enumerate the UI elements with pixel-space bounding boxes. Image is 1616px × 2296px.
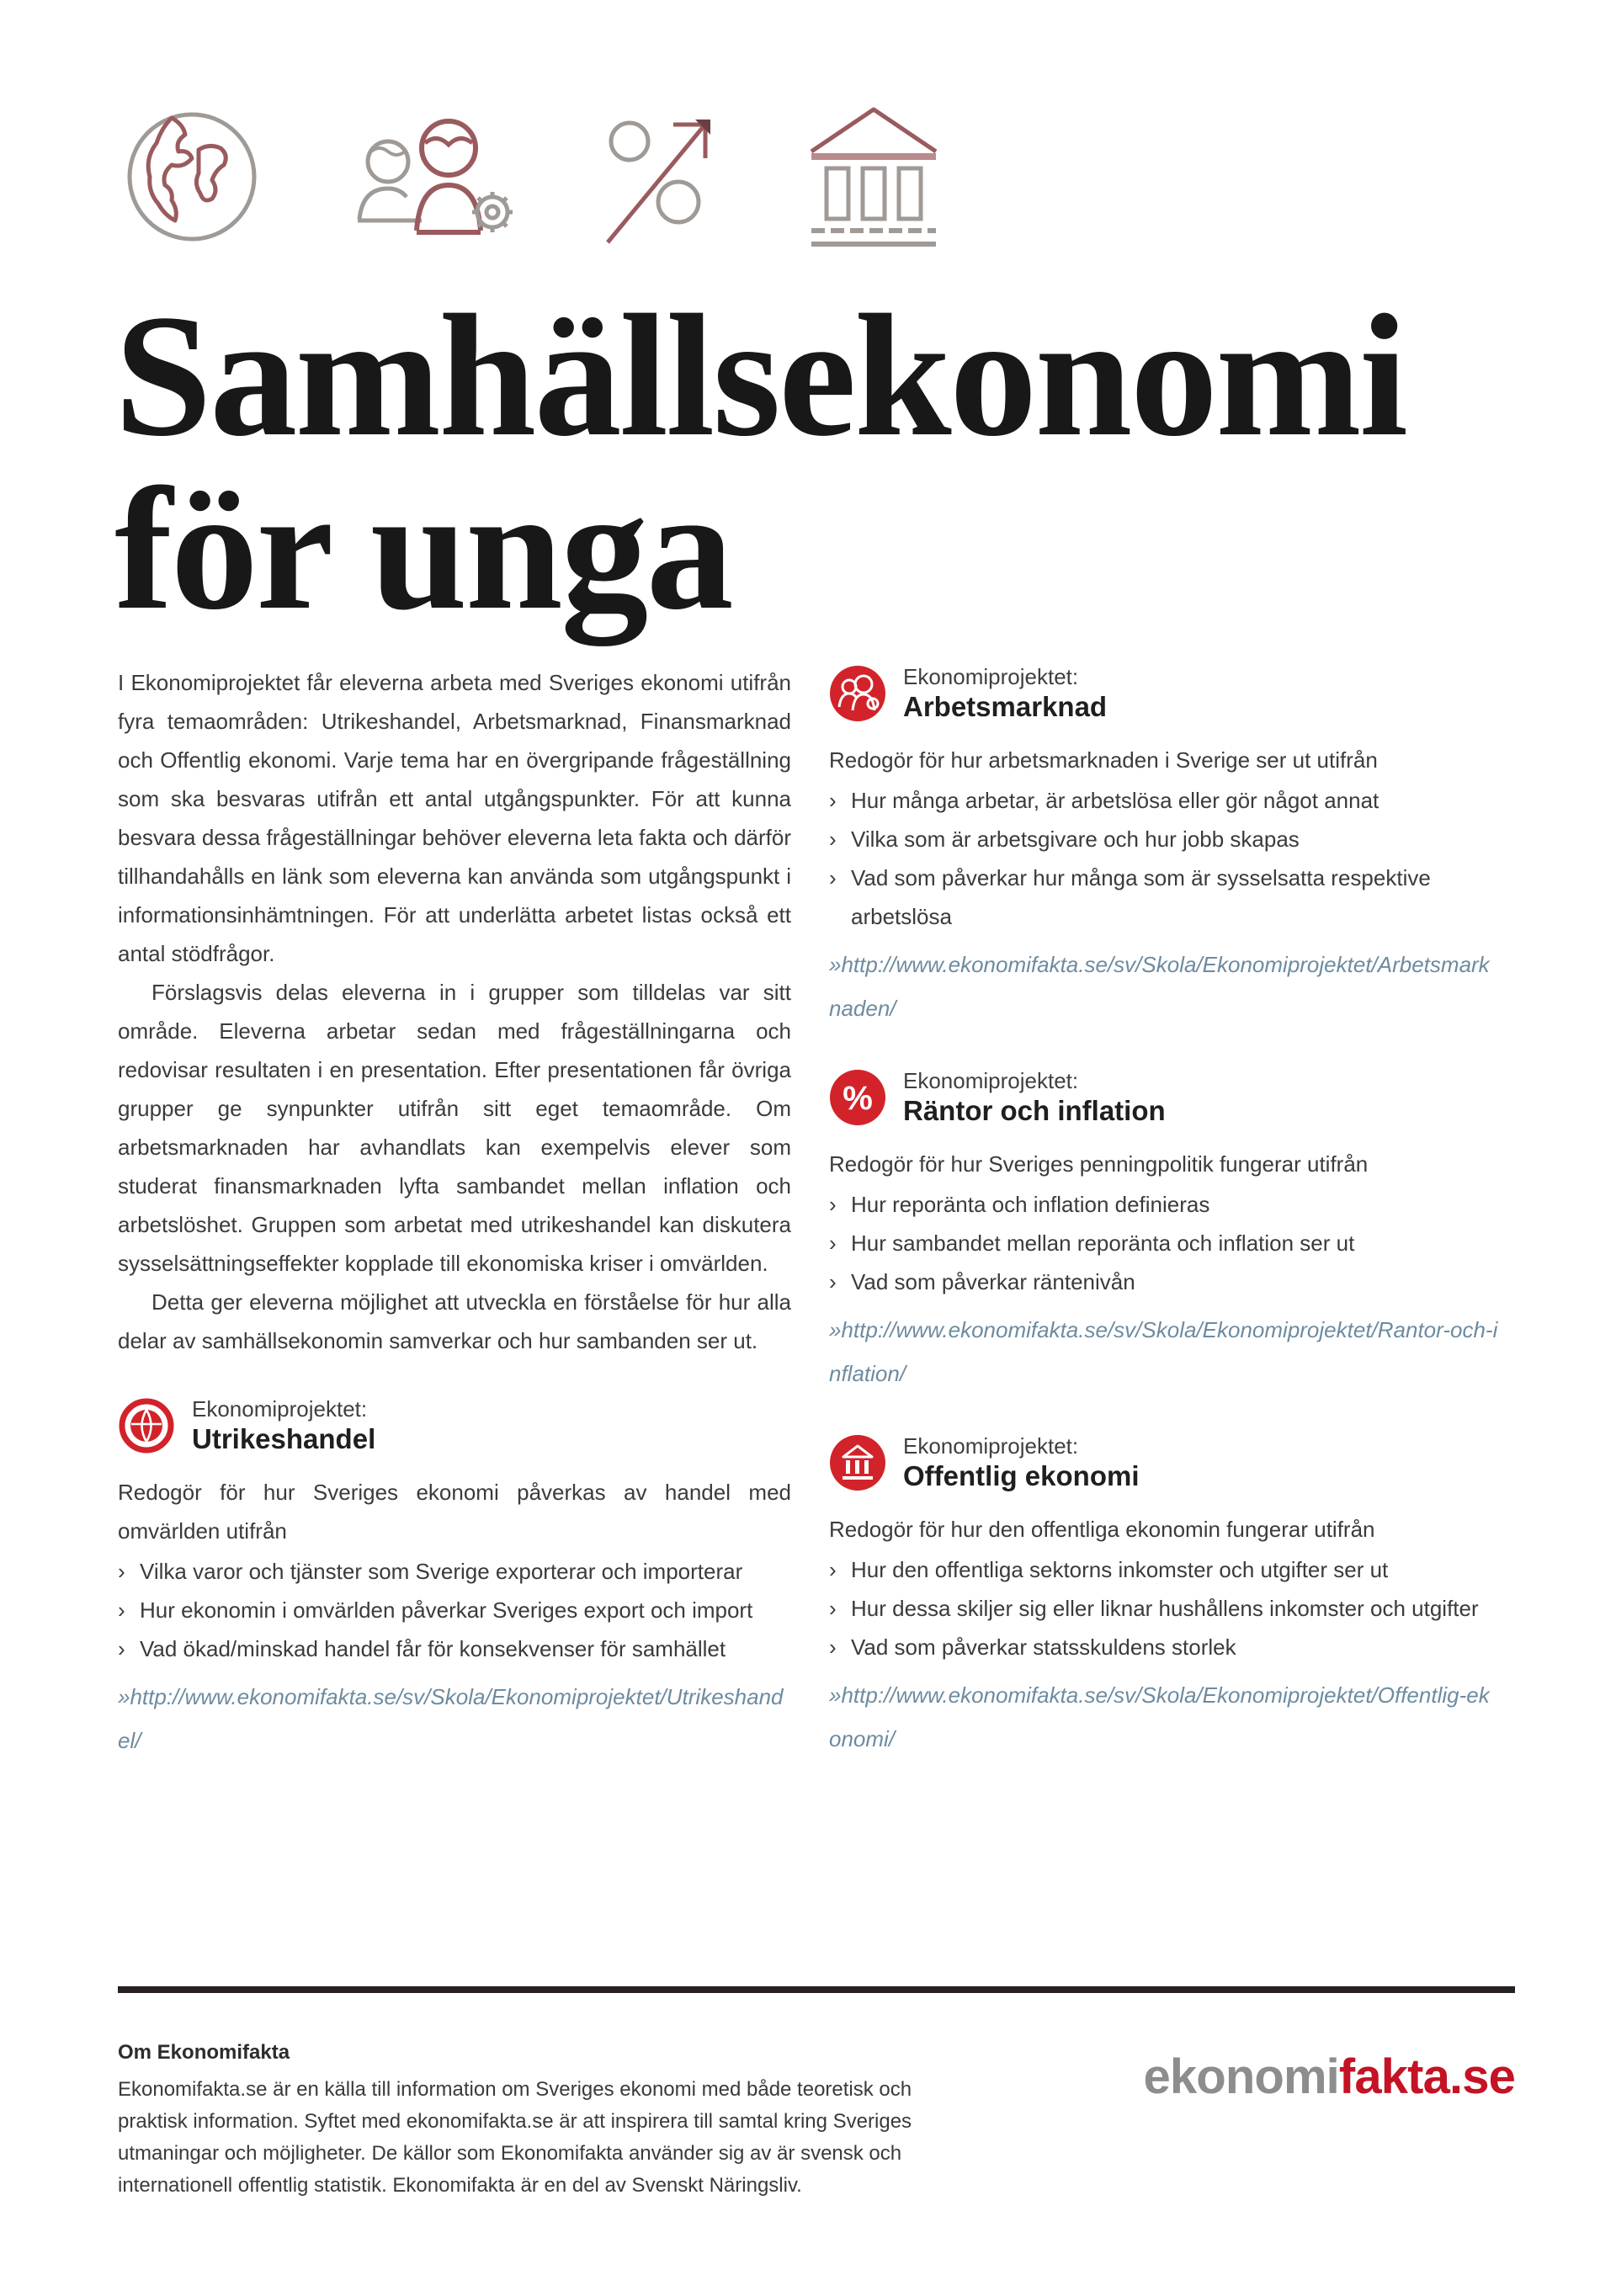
logo-part-fakta-se: fakta.se	[1338, 2049, 1515, 2104]
section-title: Arbetsmarknad	[903, 690, 1108, 722]
page-footer	[118, 1986, 1515, 2202]
bullet-item: › Hur reporänta och inflation definieras	[829, 1185, 1498, 1224]
bullet-item: › Hur dessa skiljer sig eller liknar hushållens inkomster och utgifter	[829, 1589, 1498, 1628]
bullet-marker: ›	[829, 826, 837, 852]
bullet-marker: ›	[829, 1556, 837, 1582]
bullet-item: › Vilka som är arbetsgivare och hur jobb skapas	[829, 820, 1498, 858]
percent-badge-icon	[829, 1069, 886, 1126]
bullet-item: › Hur många arbetar, är arbetslösa eller gör något annat	[829, 781, 1498, 820]
body-columns	[118, 663, 1498, 1798]
section-kicker: Ekonomiprojektet:	[903, 1067, 1079, 1093]
page-title-line1: Samhällsekonomi	[114, 279, 1406, 472]
section-offentlig-header	[829, 1432, 1498, 1493]
bullet-marker: ›	[118, 1635, 125, 1661]
bank-badge-icon	[829, 1434, 886, 1491]
about-title: Om Ekonomifakta	[118, 2041, 290, 2064]
intro-paragraph-1: I Ekonomiprojektet får eleverna arbeta med Sveriges ekonomi utifrån fyra temaområden: Utrikeshandel, Arbetsmarknad, Finansmarknad och Offentlig ekonomi. Varje tema har en övergripande frågeställning som ska besvaras utifrån ett antal utgångspunkter. För att kunna besvara dessa frågeställningar behöver eleverna leta fakta och därför tillhandahålls en länk som eleverna kan använda som utgångspunkt i informationsinhämtningen. För att underlätta arbetet listas också ett antal stödfrågor.	[118, 669, 791, 966]
section-utrikeshandel-header	[118, 1395, 791, 1456]
globe-badge-icon	[118, 1397, 175, 1454]
section-title: Utrikeshandel	[192, 1422, 376, 1454]
svg-text:%: %	[843, 1079, 873, 1117]
bullet-item: › Hur sambandet mellan reporänta och inflation ser ut	[829, 1224, 1498, 1262]
bullet-item: › Hur den offentliga sektorns inkomster och utgifter ser ut	[829, 1550, 1498, 1589]
offentlig-ekonomi-link[interactable]: »http://www.ekonomifakta.se/sv/Skola/Ekonomiprojektet/Offentlig-ekonomi/	[829, 1682, 1490, 1751]
section-arbetsmarknad-header	[829, 663, 1498, 724]
section-lead: Redogör för hur Sveriges ekonomi påverkas av handel med omvärlden utifrån	[118, 1479, 791, 1544]
section-offentlig-ekonomi	[829, 1432, 1498, 1761]
section-arbetsmarknad	[829, 663, 1498, 1030]
header-icons	[0, 0, 1616, 252]
bullet-marker: ›	[118, 1597, 125, 1623]
bullet-marker: ›	[829, 787, 837, 813]
ekonomifakta-logo	[1144, 2049, 1515, 2105]
people-gear-icon	[341, 99, 518, 252]
about-text: Ekonomifakta.se är en källa till information om Sveriges ekonomi med både teoretisk och praktisk information. Syftet med ekonomifakta.se är att inspirera till samtal kring Sveriges utmaningar och möjligheter. De källor som Ekonomifakta använder sig av är svensk och internationell offentlig statistik. Ekonomifakta är en del av Svenskt Näringsliv.	[118, 2078, 912, 2197]
section-kicker: Ekonomiprojektet:	[192, 1395, 368, 1422]
utrikeshandel-link[interactable]: »http://www.ekonomifakta.se/sv/Skola/Ekonomiprojektet/Utrikeshandel/	[118, 1683, 784, 1753]
bullet-item: › Vad som påverkar statsskuldens storlek	[829, 1628, 1498, 1666]
page-title-line2: för unga	[114, 451, 732, 646]
bullet-marker: ›	[829, 1634, 837, 1660]
people-badge-icon	[829, 665, 886, 722]
section-kicker: Ekonomiprojektet:	[903, 663, 1079, 689]
bullet-item: › Vilka varor och tjänster som Sverige exporterar och importerar	[118, 1552, 791, 1591]
section-title: Räntor och inflation	[903, 1094, 1166, 1126]
section-lead: Redogör för hur den offentliga ekonomin fungerar utifrån	[829, 1516, 1375, 1542]
section-utrikeshandel	[118, 1395, 791, 1762]
link-marker: »	[829, 951, 842, 977]
section-lead: Redogör för hur Sveriges penningpolitik fungerar utifrån	[829, 1151, 1369, 1177]
section-rantor-header	[829, 1067, 1498, 1128]
arbetsmarknad-link[interactable]: »http://www.ekonomifakta.se/sv/Skola/Ekonomiprojektet/Arbetsmarknaden/	[829, 951, 1490, 1021]
section-title: Offentlig ekonomi	[903, 1459, 1140, 1491]
bullet-item: › Vad ökad/minskad handel får för konsekvenser för samhället	[118, 1629, 791, 1668]
percent-growth-icon	[599, 99, 721, 252]
left-column	[118, 663, 791, 1798]
bullet-item: › Hur ekonomin i omvärlden påverkar Sveriges export och import	[118, 1591, 791, 1629]
bullet-marker: ›	[118, 1558, 125, 1584]
link-marker: »	[118, 1683, 130, 1709]
bullet-item: › Vad som påverkar hur många som är sysselsatta respektive arbetslösa	[829, 858, 1498, 936]
bullet-marker: ›	[829, 1595, 837, 1621]
footer-divider	[118, 1986, 1515, 1993]
bullet-marker: ›	[829, 1230, 837, 1256]
bullet-marker: ›	[829, 1191, 837, 1217]
about-ekonomifakta	[118, 2037, 968, 2202]
intro-paragraph-2: Förslagsvis delas eleverna in i grupper som tilldelas var sitt område. Eleverna arbetar sedan med frågeställningarna och redovisar resultaten i en presentation. Efter presentationen får övriga grupper ge synpunkter utifrån sitt eget temaområde. Om arbetsmarknaden har avhandlats kan exempelvis elever som studerat finansmarknaden lyfta sambandet mellan inflation och arbetslöshet. Gruppen som arbetat med utrikeshandel kan diskutera sysselsättningseffekter kopplade till ekonomiska kriser i omvärlden.	[118, 979, 791, 1276]
bullet-item: › Vad som påverkar räntenivån	[829, 1262, 1498, 1301]
link-marker: »	[829, 1316, 842, 1342]
section-rantor-och-inflation	[829, 1067, 1498, 1395]
bank-icon	[803, 99, 944, 252]
bullet-marker: ›	[829, 864, 837, 890]
section-kicker: Ekonomiprojektet:	[903, 1432, 1079, 1459]
page-title	[114, 279, 1498, 646]
right-column	[829, 663, 1498, 1798]
bullet-marker: ›	[829, 1268, 837, 1294]
link-marker: »	[829, 1682, 842, 1708]
intro-paragraph-3: Detta ger eleverna möjlighet att utveckla en förståelse för hur alla delar av samhällsekonomin samverkar och hur sambanden ser ut.	[118, 1289, 791, 1353]
section-lead: Redogör för hur arbetsmarknaden i Sverige ser ut utifrån	[829, 747, 1378, 773]
rantor-och-inflation-link[interactable]: »http://www.ekonomifakta.se/sv/Skola/Ekonomiprojektet/Rantor-och-inflation/	[829, 1316, 1498, 1386]
globe-icon	[125, 99, 259, 252]
logo-part-ekonomi: ekonomi	[1143, 2049, 1339, 2104]
